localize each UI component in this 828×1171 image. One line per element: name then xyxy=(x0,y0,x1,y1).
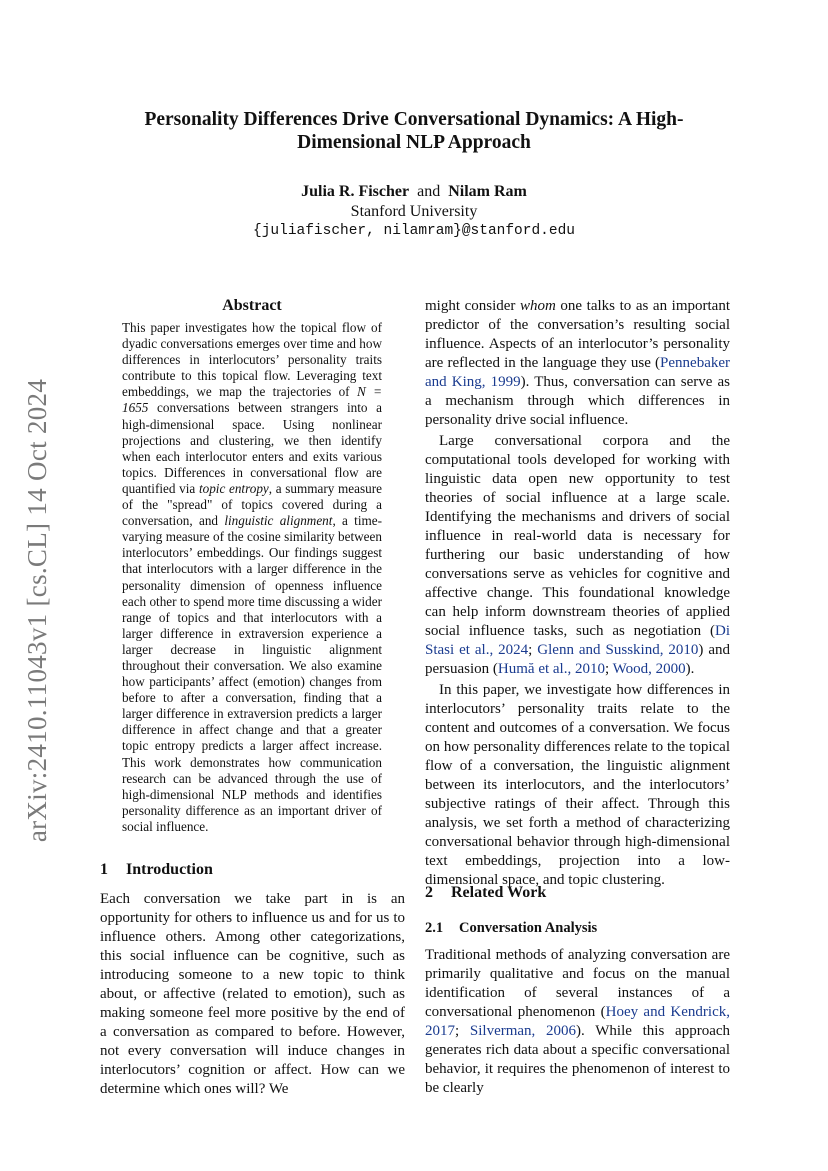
citation-link[interactable]: Silverman, 2006 xyxy=(469,1023,577,1039)
introduction-paragraph: Each conversation we take part in is an opportunity for others to influence us and for us to influence others. Among other categorizations, this social influence can be cognitive, such as introducing someone to a new topic to think about, or affective (related to emotion), such as making someone feel more positive by the end of a conversation as compared to before. However, not every conversation will induce changes in interlocutors’ cognition or affect. How can we determine which ones will? We xyxy=(100,891,405,1097)
citation-link[interactable]: Hoey and Kendrick, 2017 xyxy=(425,1004,730,1039)
abstract-term: linguistic alignment xyxy=(224,513,333,529)
section-heading-introduction xyxy=(100,861,213,879)
paragraph xyxy=(425,297,730,430)
section-number: 2 xyxy=(425,884,433,901)
abstract-heading: Abstract xyxy=(222,297,282,314)
text-run: ; xyxy=(455,1023,470,1039)
text-run: ). While this approach generates rich data about a specific conversational behavior, it requires the phenomenon of interest to be clearly xyxy=(425,1023,731,1096)
section-title: Introduction xyxy=(126,861,213,878)
text-run: Large conversational corpora and the computational tools developed for working with linguistic data open new opportunity to test theories of social influence at a large scale. Identifying the mechanisms and drivers of social influence in real-world data is necessary for furthering our basic understanding of how conversations serve as vehicles for cognitive and affective change. This foundational knowledge can help inform downstream theories of applied social influence tasks, such as negotiation ( xyxy=(425,433,730,639)
abstract-body xyxy=(122,320,382,835)
author-name: Nilam Ram xyxy=(448,183,527,200)
subsection-heading-conversation-analysis xyxy=(425,920,597,937)
section-number: 1 xyxy=(100,861,108,878)
text-run: ; xyxy=(604,661,613,677)
emphasis: whom xyxy=(520,298,556,314)
abstract-text: conversations between strangers into a high-dimensional space. Using nonlinear projections and clustering, we then identify when each interlocutor enters and exits various topics. Differences in conversational flow are quantified via xyxy=(122,400,382,496)
text-run: Traditional methods of analyzing conversation are primarily qualitative and focus on the manual identification of several instances of a conversational phenomenon ( xyxy=(425,947,730,1020)
right-column xyxy=(425,297,730,890)
related-work-paragraph xyxy=(425,946,730,1098)
author-emails: {juliafischer, nilamram}@stanford.edu xyxy=(253,223,575,239)
abstract-text: , a time-varying measure of the cosine similarity between interlocutors’ embeddings. Our findings suggest that interlocutors with a larger difference in the personality dimension of openness influence each other to spend more time discussing a wider range of topics and that interlocutors with a larger difference in extraversion experience a larger decrease in linguistic alignment throughout their conversation. We also examine how participants’ affect (emotion) changes from before to after a conversation, finding that a larger difference in extraversion predicts a larger difference in affect change and that a greater topic entropy predicts a larger affect increase. This work demonstrates how communication research can be advanced through the use of high-dimensional NLP methods and identifies personality difference as an important driver of social influence. xyxy=(122,513,383,834)
citation-link[interactable]: Wood, 2000 xyxy=(612,661,686,677)
citation-link[interactable]: Pennebaker and King, 1999 xyxy=(425,355,730,390)
text-run: ) and persuasion ( xyxy=(425,642,731,677)
text-run: ; xyxy=(528,642,538,658)
arxiv-identifier: arXiv:2410.11043v1 [cs.CL] 14 Oct 2024 xyxy=(22,378,53,842)
paragraph: In this paper, we investigate how differences in interlocutors’ personality traits relate to the content and outcomes of a conversation. We focus on how personality differences relate to the topical flow of a conversation, the linguistic alignment between its interlocutors, and the interlocutors’ subjective ratings of their affect. Through this analysis, we set forth a method of characterizing conversational behavior through high-dimensional text embeddings, projection into a low-dimensional space, and topic clustering. xyxy=(425,682,730,888)
arxiv-sidebar-stamp xyxy=(16,360,60,860)
subsection-title: Conversation Analysis xyxy=(459,920,598,936)
citation-link[interactable]: Humă et al., 2010 xyxy=(497,661,605,677)
author-conjunction: and xyxy=(417,183,441,200)
section-title: Related Work xyxy=(451,884,547,901)
paragraph xyxy=(425,432,730,679)
text-run: might consider xyxy=(425,298,520,314)
abstract-text: , a summary measure of the "spread" of topics covered during a conversation, and xyxy=(122,480,382,529)
paper-title: Personality Differences Drive Conversational Dynamics: A High-Dimensional NLP Approach xyxy=(144,109,684,153)
author-line xyxy=(120,182,708,202)
author-name: Julia R. Fischer xyxy=(301,183,410,200)
citation-link[interactable]: Di Stasi et al., 2024 xyxy=(425,623,730,658)
citation-link[interactable]: Glenn and Susskind, 2010 xyxy=(537,642,699,658)
text-run: ). Thus, conversation can serve as a mechanism through which differences in personality drive social influence. xyxy=(425,374,730,428)
abstract-term: topic entropy xyxy=(198,480,269,496)
abstract-math: N = 1655 xyxy=(122,384,382,416)
affiliation: Stanford University xyxy=(350,203,478,220)
subsection-number: 2.1 xyxy=(425,920,444,936)
text-run: ). xyxy=(685,661,695,677)
abstract-text: This paper investigates how the topical flow of dyadic conversations emerges over time and how differences in interlocutors’ personality traits contribute to this topical flow. Leveraging text embeddings, we map the trajectories of xyxy=(122,320,382,400)
section-heading-related-work xyxy=(425,884,546,902)
text-run: one talks to as an important predictor of the conversation’s resulting social influence. Aspects of an interlocutor’s personality are reflected in the language they use ( xyxy=(425,298,730,371)
